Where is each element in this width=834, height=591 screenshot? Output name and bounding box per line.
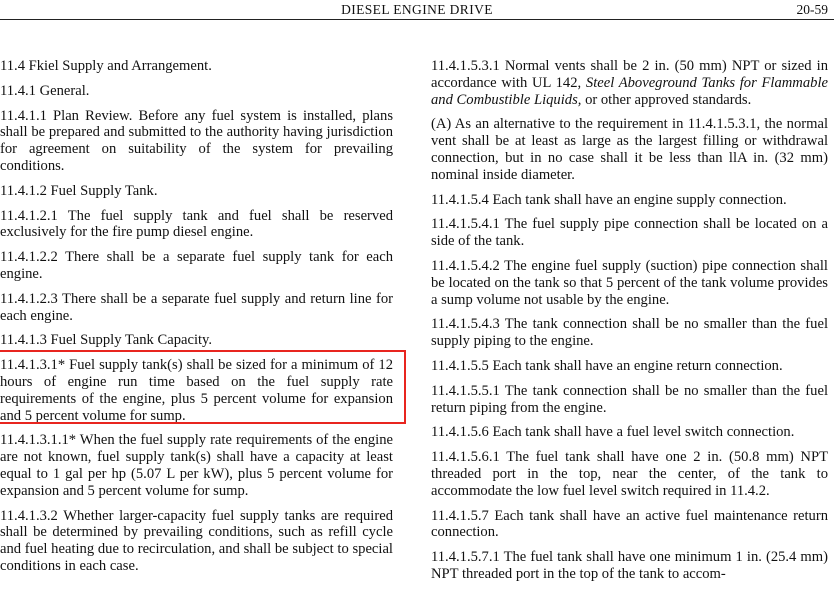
paragraph: 11.4.1.2.3 There shall be a separate fuel supply and return line for each engine. [0,290,393,324]
paragraph: 11.4.1.3.1.1* When the fuel supply rate requirements of the engine are not known, fuel supply tank(s) shall have a capacity at least equal to 1 gal per hp (5.07 L per kW), plus 5 percent volume for expansion and 5 percent volume for sump. [0,432,393,499]
vents-text-prefix: 11.4.1.5.3.1 Normal vents shall be 2 in. (50 mm) NPT or sized in accordance with UL 142, [431,58,828,91]
paragraph: 11.4.1.5.7 Each tank shall have an active fuel maintenance return connection. [431,507,828,541]
paragraph: 11.4.1.5.4.1 The fuel supply pipe connection shall be located on a side of the tank. [431,216,828,250]
section-heading: 11.4 Fkiel Supply and Arrangement. [0,58,212,74]
vents-text-suffix: or other approved standards. [585,91,752,108]
subsection-heading: 11.4.1.2 Fuel Supply Tank. [0,182,158,199]
paragraph: 11.4.1.3.2 Whether larger-capacity fuel supply tanks are required shall be determined by prevailing conditions, such as refill cycle and fuel heating due to recirculation, and shall be subject to special conditions in each case. [0,507,393,574]
paragraph: (A) As an alternative to the requirement in 11.4.1.5.3.1, the normal vent shall be at least as large as the largest filling or withdrawal connection, but in no case shall it be less than llA in. (32 mm) nominal inside diameter. [431,116,828,183]
paragraph: 11.4.1.5.6 Each tank shall have a fuel level switch connection. [431,424,795,441]
paragraph: 11.4.1.2.2 There shall be a separate fuel supply tank for each engine. [0,249,393,282]
paragraph: 11.4.1.5.5 Each tank shall have an engine return connection. [431,357,783,374]
paragraph-normal-vents [431,58,828,108]
page-number: 20-59 [796,2,828,17]
left-column [0,58,393,583]
paragraph: 11.4.1.2.1 The fuel supply tank and fuel shall be reserved exclusively for the fire pump diesel engine. [0,207,393,241]
highlight-annotation-box [0,350,406,424]
standard-title-italic: Steel Aboveground Tanks for Flammable and Combustible Liquids, [431,74,828,108]
right-column [431,58,828,591]
subsection-heading: 11.4.1.3 Fuel Supply Tank Capacity. [0,332,213,349]
paragraph: 11.4.1.5.5.1 The tank connection shall be no smaller than the fuel return piping from the engine. [431,382,828,416]
paragraph-plan-review: 11.4.1.1 Plan Review. Before any fuel system is installed, plans shall be prepared and submitted to the authority having jurisdiction for agreement on suitability of the system for prevailing conditions. [0,107,393,174]
paragraph: 11.4.1.5.7.1 The fuel tank shall have one minimum 1 in. (25.4 mm) NPT threaded port in the top of the tank to accom- [431,549,828,582]
running-title: DIESEL ENGINE DRIVE [341,2,493,17]
page-header [0,0,834,20]
paragraph: 11.4.1.5.4.2 The engine fuel supply (suction) pipe connection shall be located on the tank so that 5 percent of the tank volume provides a sump volume not usable by the engine. [431,257,828,308]
paragraph: 11.4.1.5.4.3 The tank connection shall be no smaller than the fuel supply piping to the engine. [431,316,828,350]
paragraph: 11.4.1.5.6.1 The fuel tank shall have one 2 in. (50.8 mm) NPT threaded port in the top, near the center, of the tank to accommodate the low fuel level switch required in 11.4.2. [431,449,828,499]
highlighted-paragraph: 11.4.1.3.1* Fuel supply tank(s) shall be sized for a minimum of 12 hours of engine run time based on the fuel supply rate requirements of the engine, plus 5 percent volume for expansion and 5 percent volume for sump. [0,357,393,424]
subsection-heading: 11.4.1 General. [0,82,90,99]
paragraph: 11.4.1.5.4 Each tank shall have an engine supply connection. [431,191,787,208]
